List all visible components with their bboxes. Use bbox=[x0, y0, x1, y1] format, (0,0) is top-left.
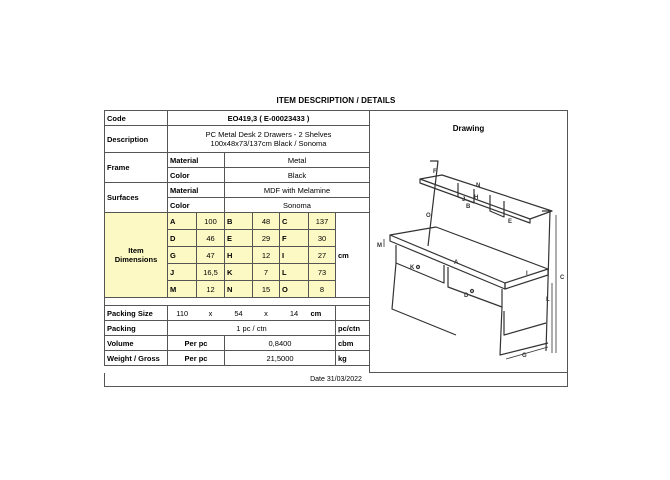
dim-row bbox=[105, 213, 370, 230]
spec-table bbox=[104, 110, 370, 366]
packing-size-label: Packing Size bbox=[105, 306, 168, 321]
packing-size-depth: 54 bbox=[225, 306, 253, 321]
packing-size-unit: cm bbox=[309, 306, 336, 321]
dim-key: E bbox=[225, 230, 253, 247]
row-description bbox=[105, 126, 370, 153]
desk-drawing bbox=[370, 111, 569, 374]
row-weight bbox=[105, 351, 370, 366]
drawing-label-g: G bbox=[522, 353, 527, 359]
dim-value: 29 bbox=[253, 230, 280, 247]
dim-value: 48 bbox=[253, 213, 280, 230]
volume-label: Volume bbox=[105, 336, 168, 351]
drawing-label-a: A bbox=[454, 260, 459, 266]
dim-key: F bbox=[280, 230, 309, 247]
right-upright bbox=[542, 211, 550, 351]
description-line-1: PC Metal Desk 2 Drawers - 2 Shelves bbox=[205, 130, 332, 139]
page-title: ITEM DESCRIPTION / DETAILS bbox=[276, 96, 396, 105]
dim-value: 73 bbox=[309, 264, 336, 281]
frame-color-value: Black bbox=[225, 168, 370, 183]
dim-key: K bbox=[225, 264, 253, 281]
drawing-label-n: N bbox=[476, 183, 481, 189]
dim-key: C bbox=[280, 213, 309, 230]
dim-key: B bbox=[225, 213, 253, 230]
right-leg bbox=[500, 307, 548, 355]
packing-label: Packing bbox=[105, 321, 168, 336]
drawing-label-d: D bbox=[464, 293, 469, 299]
weight-value: 21,5000 bbox=[225, 351, 336, 366]
packing-unit: pc/ctn bbox=[336, 321, 370, 336]
dim-value: 46 bbox=[197, 230, 225, 247]
dim-value: 16,5 bbox=[197, 264, 225, 281]
drawing-label-j: J bbox=[462, 197, 466, 203]
drawing-label-o: O bbox=[426, 213, 431, 219]
dim-value: 100 bbox=[197, 213, 225, 230]
dim-key: H bbox=[225, 247, 253, 264]
dimensions-label-line-2: Dimensions bbox=[114, 255, 158, 264]
shelf-box-2 bbox=[490, 195, 504, 217]
surfaces-color-label: Color bbox=[168, 198, 225, 213]
footer-date: Date 31/03/2022 bbox=[104, 373, 568, 387]
dim-key: J bbox=[168, 264, 197, 281]
packing-size-empty bbox=[336, 306, 370, 321]
frame-material-label: Material bbox=[168, 153, 225, 168]
frame-color-label: Color bbox=[168, 168, 225, 183]
dimensions-unit: cm bbox=[336, 213, 370, 298]
dimensions-label-line-1: Item bbox=[128, 246, 144, 255]
bottom-shelf bbox=[504, 311, 546, 335]
drawing-label-k: K bbox=[410, 265, 415, 271]
surfaces-color-value: Sonoma bbox=[225, 198, 370, 213]
row-frame-material bbox=[105, 153, 370, 168]
dim-value: 137 bbox=[309, 213, 336, 230]
weight-label: Weight / Gross bbox=[105, 351, 168, 366]
dim-key: N bbox=[225, 281, 253, 298]
dim-value: 47 bbox=[197, 247, 225, 264]
drawing-label-b: B bbox=[466, 204, 471, 210]
volume-per: Per pc bbox=[168, 336, 225, 351]
row-packing bbox=[105, 321, 370, 336]
surfaces-material-label: Material bbox=[168, 183, 225, 198]
drawing-panel bbox=[369, 110, 568, 373]
drawer-left bbox=[396, 245, 444, 283]
dim-key: A bbox=[168, 213, 197, 230]
weight-unit: kg bbox=[336, 351, 370, 366]
spacer-cell bbox=[105, 298, 370, 306]
drawing-label-f: F bbox=[433, 169, 437, 175]
packing-size-x2: x bbox=[253, 306, 280, 321]
row-volume bbox=[105, 336, 370, 351]
left-leg bbox=[392, 263, 456, 335]
dim-key: D bbox=[168, 230, 197, 247]
packing-size-height: 14 bbox=[280, 306, 309, 321]
top-shelf bbox=[420, 175, 552, 219]
packing-size-x1: x bbox=[197, 306, 225, 321]
drawing-label-m: M bbox=[377, 243, 382, 249]
code-label: Code bbox=[105, 111, 168, 126]
drawer-right bbox=[448, 267, 502, 307]
drawing-label-l: L bbox=[546, 297, 550, 303]
drawer-left-knob bbox=[417, 266, 420, 269]
dim-value: 7 bbox=[253, 264, 280, 281]
row-surfaces-material bbox=[105, 183, 370, 198]
packing-value: 1 pc / ctn bbox=[168, 321, 336, 336]
drawing-label-c: C bbox=[560, 275, 565, 281]
dim-value: 8 bbox=[309, 281, 336, 298]
dim-value: 12 bbox=[253, 247, 280, 264]
description-line-2: 100x48x73/137cm Black / Sonoma bbox=[210, 139, 327, 148]
drawing-title: Drawing bbox=[452, 124, 485, 133]
dim-key: L bbox=[280, 264, 309, 281]
drawing-label-h: H bbox=[474, 195, 479, 201]
dim-value: 15 bbox=[253, 281, 280, 298]
volume-value: 0,8400 bbox=[225, 336, 336, 351]
description-value bbox=[168, 126, 370, 153]
dimensions-label bbox=[105, 213, 168, 298]
surfaces-material-value: MDF with Melamine bbox=[225, 183, 370, 198]
dim-key: O bbox=[280, 281, 309, 298]
weight-per: Per pc bbox=[168, 351, 225, 366]
dim-key: I bbox=[280, 247, 309, 264]
drawing-label-i: I bbox=[526, 271, 528, 277]
volume-unit: cbm bbox=[336, 336, 370, 351]
frame-label: Frame bbox=[105, 153, 168, 183]
row-spacer bbox=[105, 298, 370, 306]
row-packing-size bbox=[105, 306, 370, 321]
shelf-box-1 bbox=[458, 183, 474, 203]
packing-size-width: 110 bbox=[168, 306, 197, 321]
row-code bbox=[105, 111, 370, 126]
dim-value: 30 bbox=[309, 230, 336, 247]
surfaces-label: Surfaces bbox=[105, 183, 168, 213]
code-value: EO419,3 ( E-00023433 ) bbox=[168, 111, 370, 126]
drawer-right-knob bbox=[471, 290, 474, 293]
frame-material-value: Metal bbox=[225, 153, 370, 168]
description-label: Description bbox=[105, 126, 168, 153]
dim-value: 12 bbox=[197, 281, 225, 298]
dim-key: G bbox=[168, 247, 197, 264]
dim-value: 27 bbox=[309, 247, 336, 264]
drawing-label-e: E bbox=[508, 219, 513, 225]
dim-key: M bbox=[168, 281, 197, 298]
